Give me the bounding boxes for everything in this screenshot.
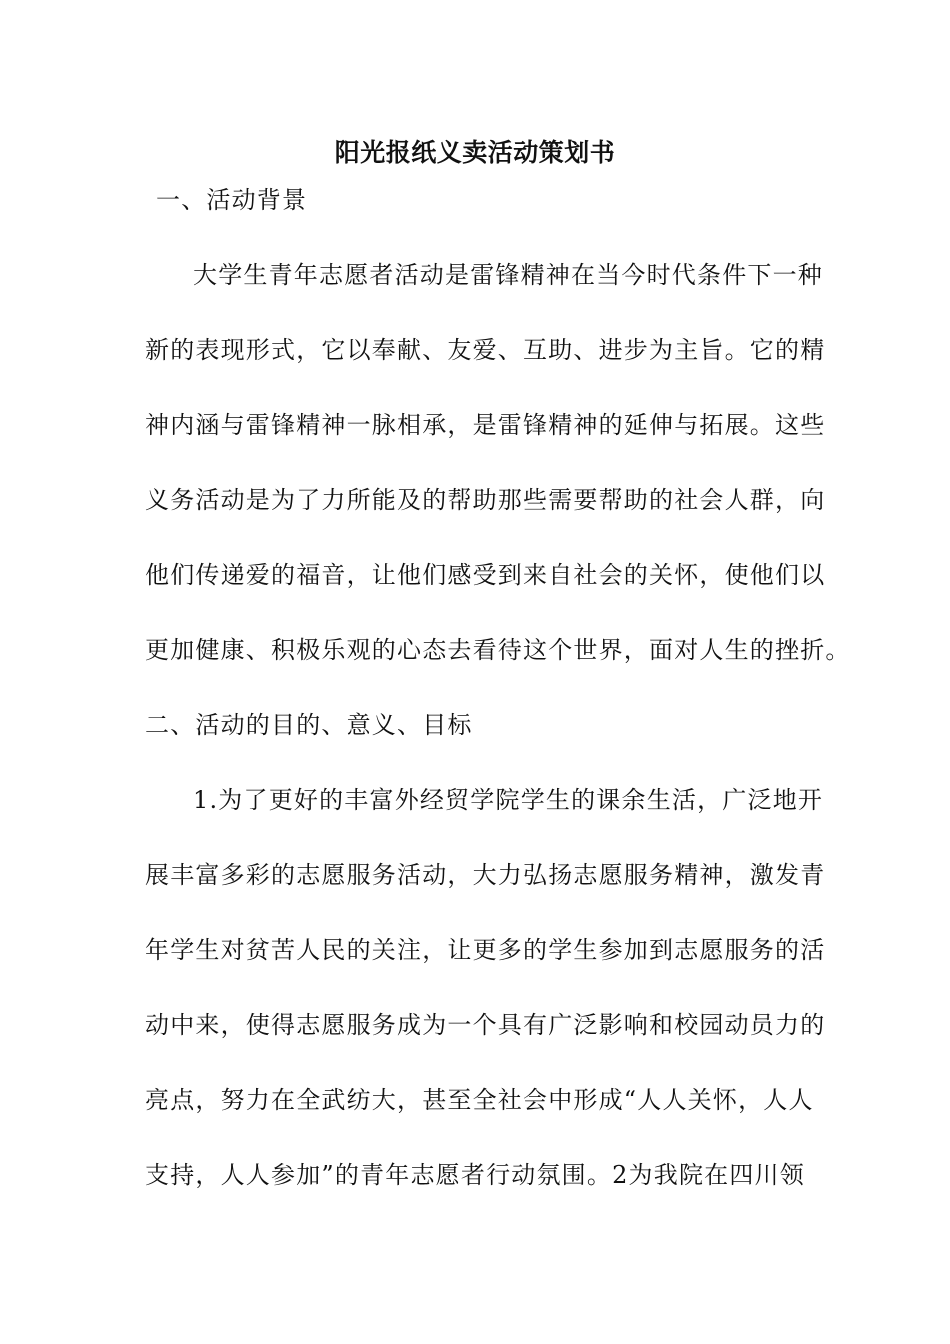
- paragraph-line: 亮点，努力在全武纺大，甚至全社会中形成“人人关怀，人人: [145, 1086, 814, 1114]
- paragraph-line: 动中来，使得志愿服务成为一个具有广泛影响和校园动员力的: [145, 1011, 826, 1039]
- paragraph-line: 年学生对贫苦人民的关注，让更多的学生参加到志愿服务的活: [145, 936, 826, 964]
- paragraph-line: 展丰富多彩的志愿服务活动，大力弘扬志愿服务精神，激发青: [145, 861, 826, 889]
- paragraph-line: 神内涵与雷锋精神一脉相承，是雷锋精神的延伸与拓展。这些: [145, 411, 826, 439]
- paragraph-line: 义务活动是为了力所能及的帮助那些需要帮助的社会人群，向: [145, 486, 826, 514]
- document-title: 阳光报纸义卖活动策划书: [334, 138, 616, 167]
- paragraph-line: 他们传递爱的福音，让他们感受到来自社会的关怀，使他们以: [145, 561, 826, 589]
- paragraph-line: 新的表现形式，它以奉献、友爱、互助、进步为主旨。它的精: [145, 336, 826, 364]
- paragraph-line: 1.为了更好的丰富外经贸学院学生的课余生活，广泛地开: [193, 786, 824, 814]
- paragraph-line: 支持，人人参加”的青年志愿者行动氛围。2为我院在四川领: [145, 1161, 805, 1189]
- paragraph-line: 大学生青年志愿者活动是雷锋精神在当今时代条件下一种: [193, 261, 823, 289]
- paragraph-line: 更加健康、积极乐观的心态去看待这个世界，面对人生的挫折。: [145, 636, 851, 664]
- section-heading-background: 一、活动背景: [156, 186, 308, 214]
- section-heading-goals: 二、活动的目的、意义、目标: [145, 711, 473, 739]
